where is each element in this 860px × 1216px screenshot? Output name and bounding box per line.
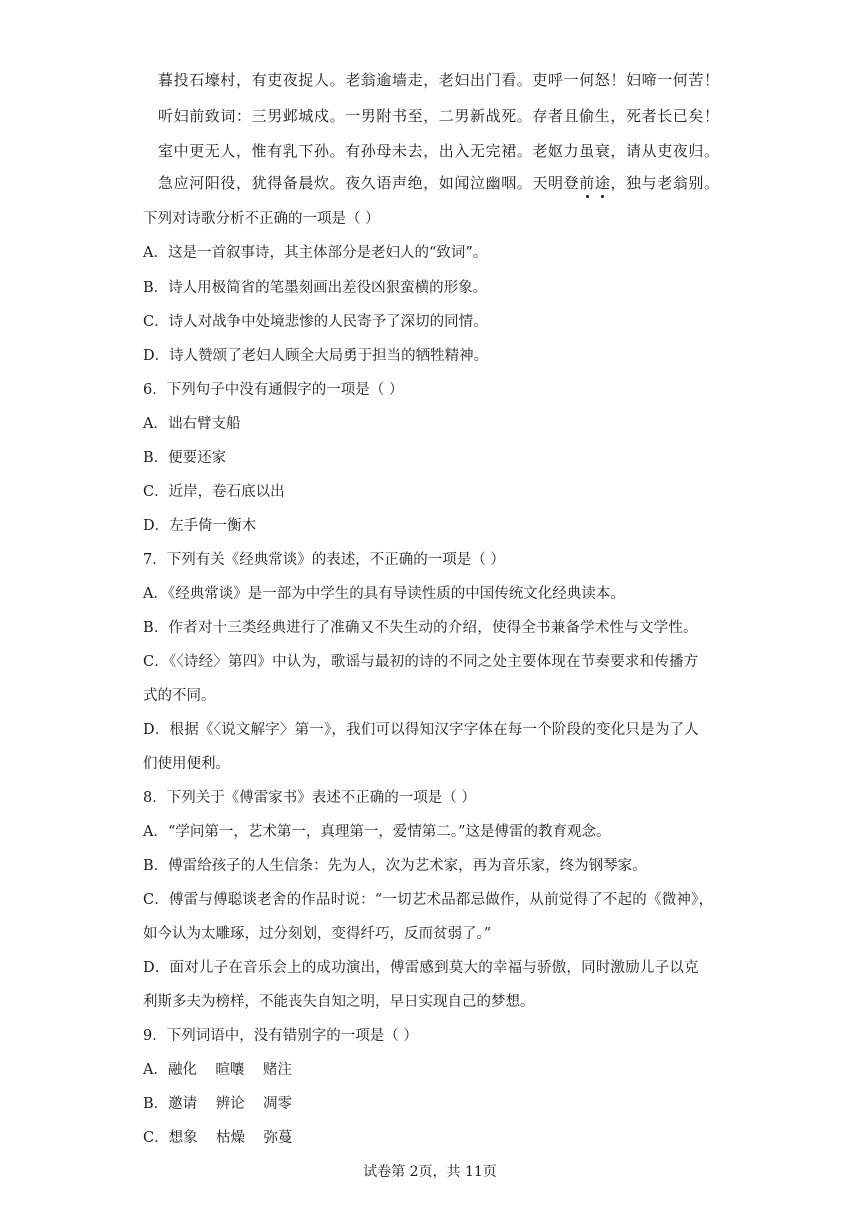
question-9-option-c: C．想象 枯燥 弥蔓 (143, 1130, 293, 1146)
poem-line-1: 暮投石壕村，有吏夜捉人。老翁逾墙走，老妇出门看。吏呼一何怒！妇啼一何苦！ (158, 71, 720, 89)
question-8-stem: 8．下列关于《傅雷家书》表述不正确的一项是（ ） (143, 790, 476, 806)
question-5-stem: 下列对诗歌分析不正确的一项是（ ） (143, 211, 380, 227)
question-5-option-c: C．诗人对战争中处境悲惨的人民寄予了深切的同情。 (143, 314, 488, 330)
question-5-option-a: A．这是一首叙事诗，其主体部分是老妇人的“致词”。 (143, 245, 488, 261)
question-7-option-c-line-2: 式的不同。 (143, 688, 216, 704)
question-8-option-c-line-2: 如今认为太雕琢，过分刻划，变得纤巧，反而贫弱了。” (143, 926, 492, 942)
page-footer: 试卷第 2页，共 11页 (363, 1164, 497, 1180)
poem-line-3: 室中更无人，惟有乳下孙。有孙母未去，出入无完裙。老妪力虽衰，请从吏夜归。 (158, 142, 720, 160)
question-9-stem: 9．下列词语中，没有错别字的一项是（ ） (143, 1028, 418, 1044)
question-7-stem: 7．下列有关《经典常谈》的表述，不正确的一项是（ ） (143, 552, 505, 568)
question-5-option-b: B．诗人用极简省的笔墨刻画出差役凶狠蛮横的形象。 (143, 280, 488, 296)
question-9-option-b: B．邀请 辨论 凋零 (143, 1096, 293, 1112)
emphasis-dot-char: 前 (579, 174, 595, 192)
poem-line-2: 听妇前致词：三男邺城戍。一男附书至，二男新战死。存者且偷生，死者长已矣！ (158, 107, 720, 125)
question-7-option-a: A．《经典常谈》是一部为中学生的具有导读性质的中国传统文化经典读本。 (143, 586, 625, 602)
question-9-option-a: A．融化 暄嚷 赌注 (143, 1062, 292, 1078)
question-6-stem: 6．下列句子中没有通假字的一项是（ ） (143, 382, 404, 398)
question-6-option-c: C．近岸，卷石底以出 (143, 484, 285, 500)
question-6-option-d: D．左手倚一衡木 (143, 518, 257, 534)
poem-line-4-text-end: ，独与老翁别。 (610, 174, 720, 192)
question-6-option-b: B．便要还家 (143, 450, 227, 466)
question-7-option-c-line-1: C．《〈诗经〉第四》中认为，歌谣与最初的诗的不同之处主要体现在节奏要求和传播方 (143, 654, 699, 670)
poem-line-4-text: 急应河阳役，犹得备晨炊。夜久语声绝，如闻泣幽咽。天明登 (158, 174, 580, 192)
question-8-option-b: B．傅雷给孩子的人生信条：先为人，次为艺术家，再为音乐家，终为钢琴家。 (143, 858, 647, 874)
question-8-option-d-line-2: 利斯多夫为榜样，不能丧失自知之明，早日实现自己的梦想。 (143, 994, 535, 1010)
question-7-option-d-line-2: 们使用便利。 (143, 756, 230, 772)
question-5-option-d: D．诗人赞颂了老妇人顾全大局勇于担当的牺牲精神。 (143, 348, 489, 364)
question-8-option-d-line-1: D．面对儿子在音乐会上的成功演出，傅雷感到莫大的幸福与骄傲，同时激励儿子以克 (143, 960, 699, 976)
question-7-option-d-line-1: D．根据《〈说文解字〉第一》，我们可以得知汉字字体在每一个阶段的变化只是为了人 (143, 722, 699, 738)
question-8-option-c-line-1: C．傅雷与傅聪谈老舍的作品时说：“一切艺术品都忌做作，从前觉得了不起的《微神》， (143, 892, 714, 908)
question-7-option-b: B．作者对十三类经典进行了准确又不失生动的介绍，使得全书兼备学术性与文学性。 (143, 620, 698, 636)
poem-line-4 (158, 172, 720, 193)
question-8-option-a: A．“学问第一，艺术第一，真理第一，爱情第二。”这是傅雷的教育观念。 (143, 824, 611, 840)
emphasis-dot-char: 途 (594, 174, 611, 192)
question-6-option-a: A．诎右臂支船 (143, 416, 241, 432)
